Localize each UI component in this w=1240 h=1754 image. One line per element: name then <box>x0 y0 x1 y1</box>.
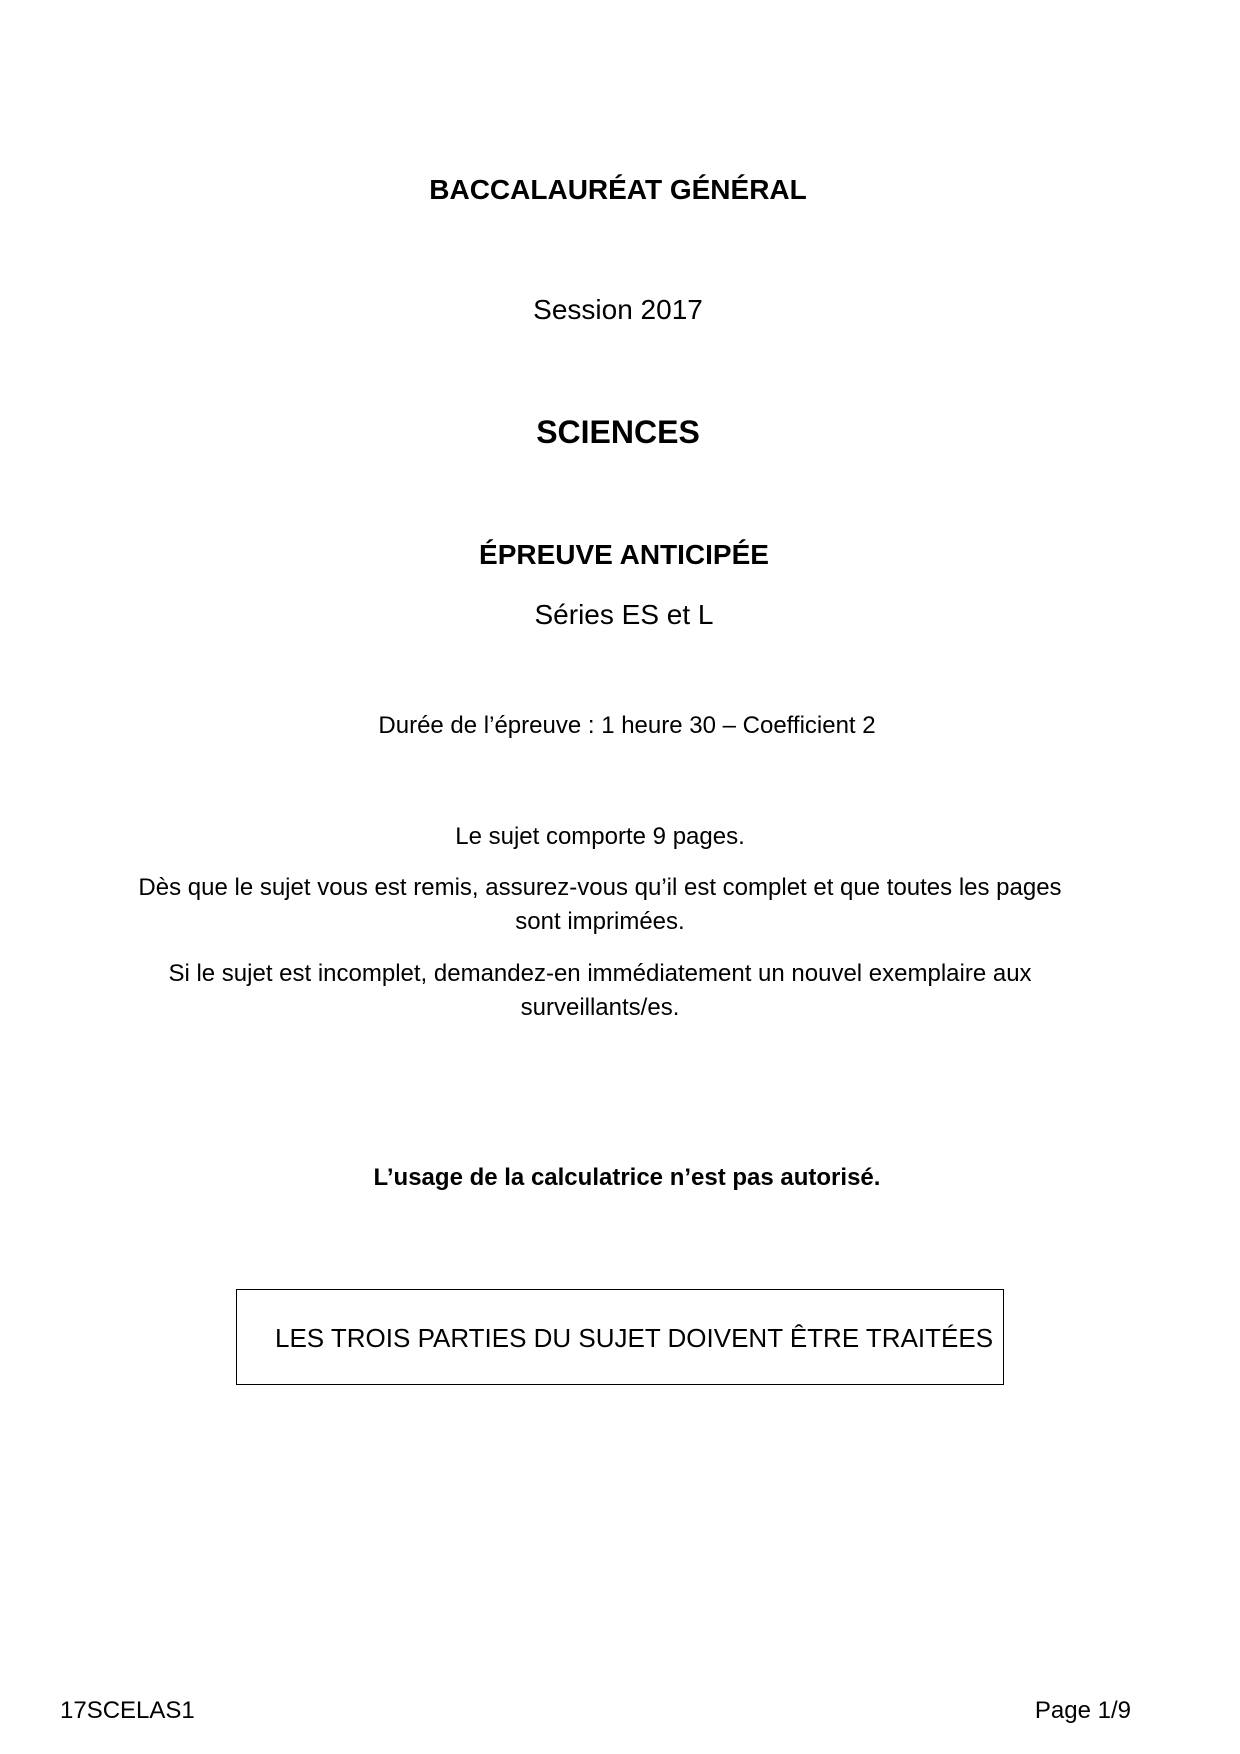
exam-title: BACCALAURÉAT GÉNÉRAL <box>429 174 807 205</box>
check-complete-text: Dès que le sujet vous est remis, assurez-vous qu’il est complet et que toutes les pages sont imprimées. <box>138 874 1062 935</box>
footer-exam-code: 17SCELAS1 <box>60 1697 195 1724</box>
footer-page-number: Page 1/9 <box>1034 1697 1131 1724</box>
subject-title: SCIENCES <box>536 414 700 450</box>
parts-notice-box <box>236 1289 1004 1385</box>
exam-type: ÉPREUVE ANTICIPÉE <box>479 539 769 570</box>
incomplete-instruction-text: Si le sujet est incomplet, demandez-en immédiatement un nouvel exemplaire aux surveillants/es. <box>168 960 1032 1021</box>
parts-notice-text: LES TROIS PARTIES DU SUJET DOIVENT ÊTRE TRAITÉES <box>275 1323 994 1353</box>
series-label: Séries ES et L <box>534 599 714 630</box>
calculator-notice: L’usage de la calculatrice n’est pas autorisé. <box>373 1164 881 1191</box>
session-label: Session 2017 <box>533 294 703 325</box>
pages-count-text: Le sujet comporte 9 pages. <box>455 823 745 850</box>
duration-info: Durée de l’épreuve : 1 heure 30 – Coefficient 2 <box>378 712 876 739</box>
